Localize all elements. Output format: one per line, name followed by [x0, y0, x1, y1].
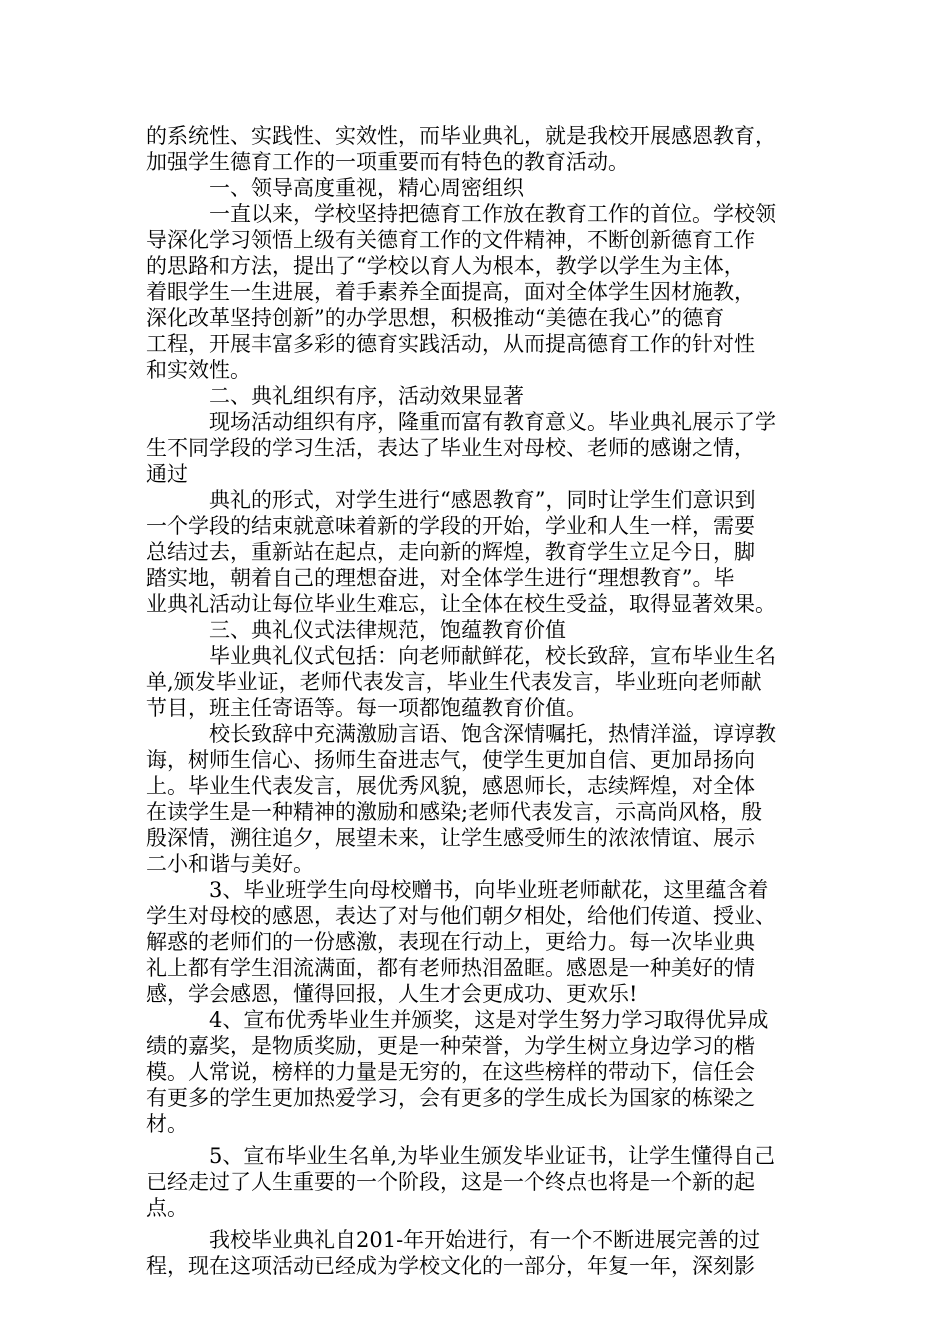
- text-line: 节目，班主任寄语等。每一项都饱蕴教育价值。: [146, 696, 587, 720]
- text-line: 总结过去，重新站在起点，走向新的辉煌，教育学生立足今日，脚: [146, 540, 755, 564]
- text-line: 5、宣布毕业生名单,为毕业生颁发毕业证书，让学生懂得自己: [146, 1144, 776, 1168]
- text-line: 礼上都有学生泪流满面，都有老师热泪盈眶。感恩是一种美好的情: [146, 956, 755, 980]
- text-line: 殷深情，溯往追夕，展望未来，让学生感受师生的浓浓情谊、展示: [146, 826, 755, 850]
- text-line: 已经走过了人生重要的一个阶段，这是一个终点也将是一个新的起: [146, 1170, 755, 1194]
- text-line: 上。毕业生代表发言，展优秀风貌，感恩师长，志续辉煌，对全体: [146, 774, 755, 798]
- text-line: 绩的嘉奖，是物质奖励，更是一种荣誉，为学生树立身边学习的楷: [146, 1034, 755, 1058]
- section-heading-2: 二、典礼组织有序，活动效果显著: [146, 384, 524, 408]
- text-line: 的系统性、实践性、实效性，而毕业典礼，就是我校开展感恩教育，: [146, 124, 776, 148]
- document-body: [146, 123, 814, 1279]
- text-line: 学生对母校的感恩，表达了对与他们朝夕相处，给他们传道、授业、: [146, 904, 776, 928]
- text-line: 我校毕业典礼自201-年开始进行，有一个不断进展完善的过: [146, 1228, 761, 1252]
- text-line: 模。人常说，榜样的力量是无穷的，在这些榜样的带动下，信任会: [146, 1060, 755, 1084]
- text-line: 在读学生是一种精神的激励和感染;老师代表发言，示高尚风格，殷: [146, 800, 763, 824]
- text-line: 4、宣布优秀毕业生并颁奖，这是对学生努力学习取得优异成: [146, 1008, 769, 1032]
- section-heading-1: 一、领导高度重视，精心周密组织: [146, 176, 524, 200]
- section-heading-3: 三、典礼仪式法律规范，饱蕴教育价值: [146, 618, 566, 642]
- text-line: 单,颁发毕业证，老师代表发言，毕业生代表发言，毕业班向老师献: [146, 670, 762, 694]
- text-line: 导深化学习领悟上级有关德育工作的文件精神，不断创新德育工作: [146, 228, 755, 252]
- text-line: 毕业典礼仪式包括：向老师献鲜花，校长致辞，宣布毕业生名: [146, 644, 776, 668]
- text-line: 和实效性。: [146, 358, 251, 382]
- text-line: 的思路和方法，提出了“学校以育人为根本，教学以学生为主体，: [146, 254, 745, 278]
- text-line: 点。: [146, 1196, 188, 1220]
- text-line: 3、毕业班学生向母校赠书，向毕业班老师献花，这里蕴含着: [146, 878, 769, 902]
- text-line: 业典礼活动让每位毕业生难忘，让全体在校生受益，取得显著效果。: [146, 592, 776, 616]
- text-line: 诲，树师生信心、扬师生奋进志气，使学生更加自信、更加昂扬向: [146, 748, 755, 772]
- text-line: 校长致辞中充满激励言语、饱含深情嘱托，热情洋溢，谆谆教: [146, 722, 776, 746]
- text-line: 感，学会感恩，懂得回报，人生才会更成功、更欢乐!: [146, 982, 638, 1006]
- text-line: 材。: [146, 1112, 188, 1136]
- text-line: 一直以来，学校坚持把德育工作放在教育工作的首位。学校领: [146, 202, 776, 226]
- text-line: 程，现在这项活动已经成为学校文化的一部分，年复一年，深刻影: [146, 1254, 755, 1278]
- text-line: 二小和谐与美好。: [146, 852, 314, 876]
- text-line: 解惑的老师们的一份感激，表现在行动上，更给力。每一次毕业典: [146, 930, 755, 954]
- text-line: 通过: [146, 462, 188, 486]
- text-line: 踏实地，朝着自己的理想奋进，对全体学生进行“理想教育”。毕: [146, 566, 735, 590]
- text-line: 有更多的学生更加热爱学习，会有更多的学生成长为国家的栋梁之: [146, 1086, 755, 1110]
- text-line: 生不同学段的学习生活，表达了毕业生对母校、老师的感谢之情，: [146, 436, 755, 460]
- text-line: 工程，开展丰富多彩的德育实践活动，从而提高德育工作的针对性: [146, 332, 755, 356]
- text-line: 加强学生德育工作的一项重要而有特色的教育活动。: [146, 150, 629, 174]
- text-line: 一个学段的结束就意味着新的学段的开始，学业和人生一样，需要: [146, 514, 755, 538]
- text-line: 深化改革坚持创新”的办学思想，积极推动“美德在我心”的德育: [146, 306, 725, 330]
- text-line: 典礼的形式，对学生进行“感恩教育”，同时让学生们意识到: [146, 488, 756, 512]
- text-line: 着眼学生一生进展，着手素养全面提高，面对全体学生因材施教，: [146, 280, 755, 304]
- text-line: 现场活动组织有序，隆重而富有教育意义。毕业典礼展示了学: [146, 410, 776, 434]
